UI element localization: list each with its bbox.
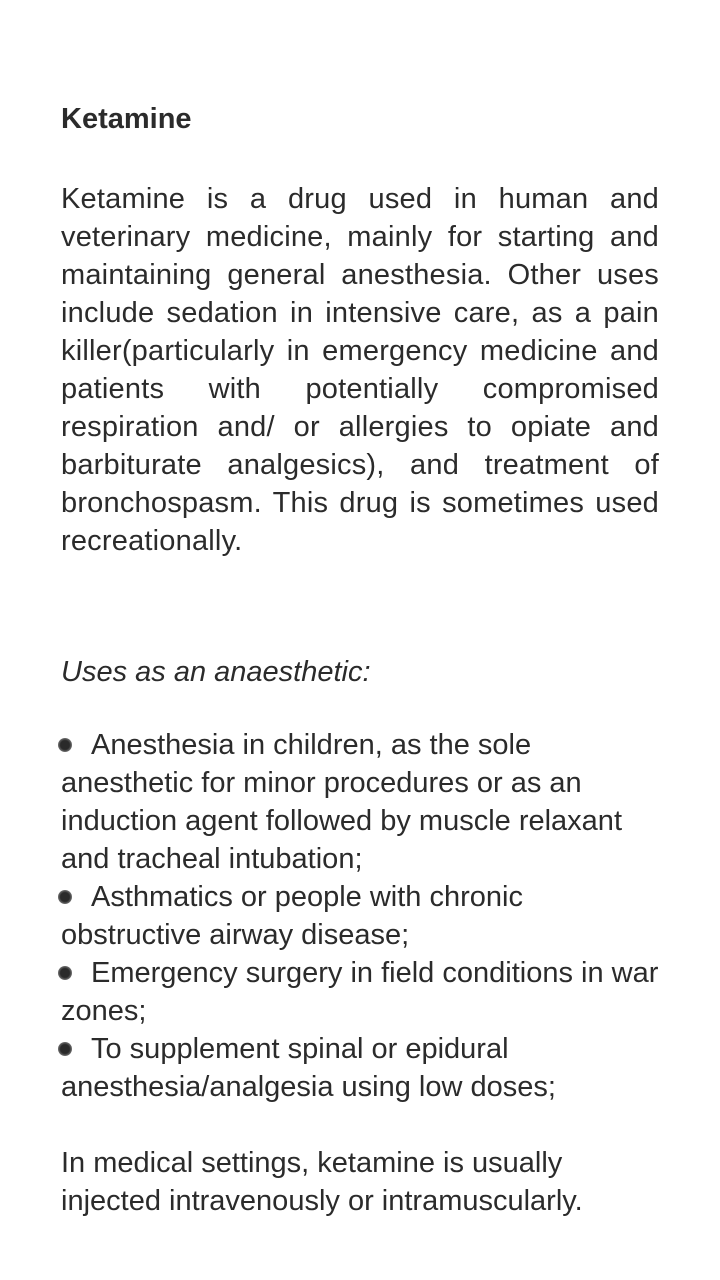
uses-heading: Uses as an anaesthetic: [61,656,371,688]
list-item-text: Asthmatics or people with chronic obstructive airway disease; [61,881,523,951]
list-item-text: Emergency surgery in field conditions in war zones; [61,957,659,1027]
list-item [61,878,659,954]
bullet-icon [58,890,72,904]
uses-list [61,726,659,1106]
list-item-text: Anesthesia in children, as the sole anesthetic for minor procedures or as an induction agent followed by muscle relaxant and tracheal intubation; [61,729,622,875]
list-item [61,726,659,878]
closing-paragraph: In medical settings, ketamine is usually injected intravenously or intramuscularly. [61,1147,583,1217]
list-item-text: To supplement spinal or epidural anesthesia/analgesia using low doses; [61,1033,556,1103]
bullet-icon [58,1042,72,1056]
bullet-icon [58,738,72,752]
article-content [61,98,659,1220]
bullet-icon [58,966,72,980]
list-item [61,1030,659,1106]
list-item [61,954,659,1030]
intro-paragraph: Ketamine is a drug used in human and veterinary medicine, mainly for starting and maintaining general anesthesia. Other uses include sedation in intensive care, as a pain killer(particularly in emergency medicine and patients with potentially compromised respiration and/ or allergies to opiate and barbiturate analgesics), and treatment of bronchospasm. This drug is sometimes used recreationally. [61,183,659,557]
article-title: Ketamine [61,103,192,135]
